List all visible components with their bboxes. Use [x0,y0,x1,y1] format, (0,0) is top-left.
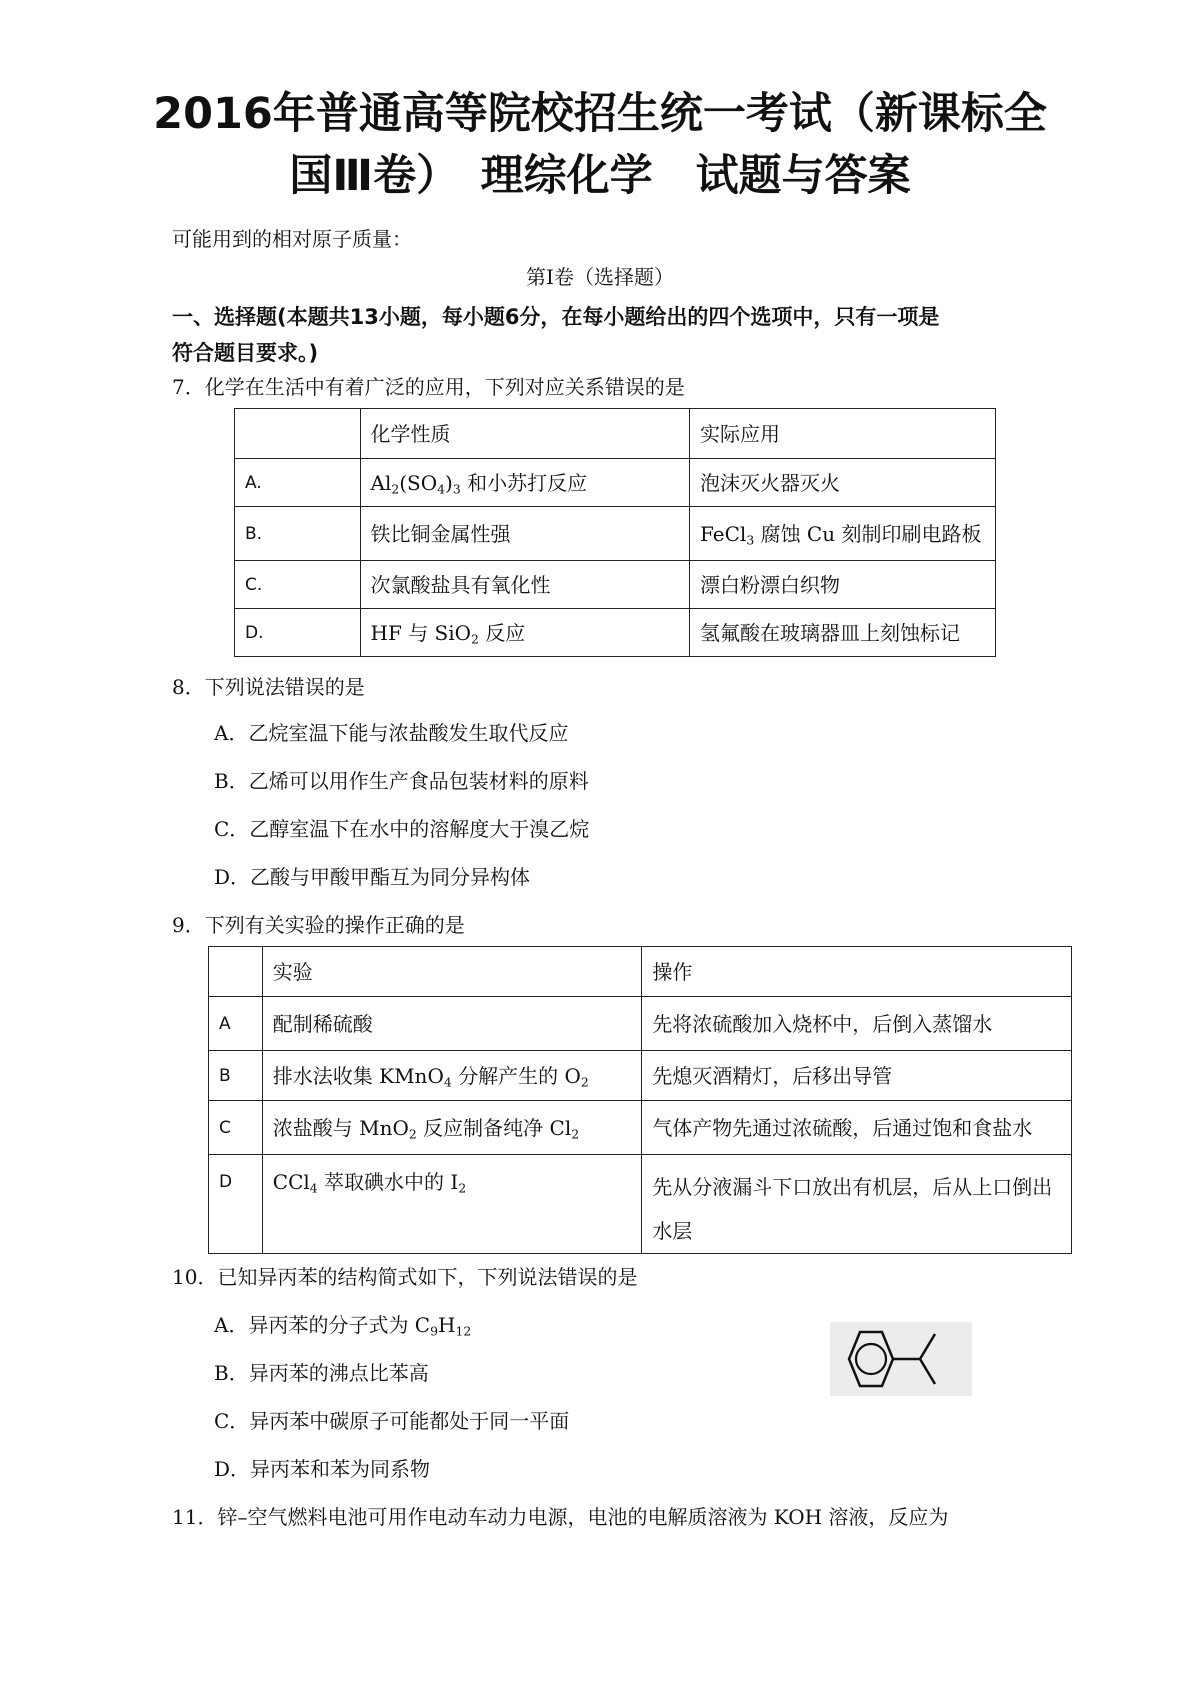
document-title-line-2: 国Ⅲ卷） 理综化学 试题与答案 [289,151,911,201]
property-cell: $Al_2(SO_4)_3$ 和小苏打反应 [360,459,689,507]
header-cell: 操作 [642,947,1072,997]
row-label: C. [235,561,361,609]
document-title-line-1: 2016年普通高等院校招生统一考试（新课标全 [153,89,1047,139]
row-label: C [209,1101,263,1155]
table-row [235,609,996,657]
property-cell: 次氯酸盐具有氧化性 [360,561,689,609]
table-header-row [209,947,1072,997]
question-9-stem: 9．下列有关实验的操作正确的是 [172,913,465,937]
property-cell: HF 与 SiO$_2$ 反应 [360,609,689,657]
operation-cell: 先从分液漏斗下口放出有机层，后从上口倒出水层 [642,1155,1072,1254]
question-10-option-c: C．异丙苯中碳原子可能都处于同一平面 [214,1409,570,1433]
section-heading-line-1: 一、选择题(本题共13小题，每小题6分，在每小题给出的四个选项中，只有一项是 [172,305,940,329]
experiment-cell: CCl$_4$ 萃取碘水中的 $I_2$ [262,1155,642,1254]
header-cell: 实际应用 [690,409,996,459]
question-7-table [234,408,996,657]
row-label: D [209,1155,263,1254]
header-cell [209,947,263,997]
header-cell: 实验 [262,947,642,997]
table-row [235,507,996,561]
table-row [209,1155,1072,1254]
question-8-stem: 8．下列说法错误的是 [172,675,365,699]
question-10-option-a: A．异丙苯的分子式为 $C_9H_{12}$ [214,1313,472,1339]
application-cell: 氢氟酸在玻璃器皿上刻蚀标记 [690,609,996,657]
row-label: A. [235,459,361,507]
table-row [209,997,1072,1051]
question-10-option-d: D．异丙苯和苯为同系物 [214,1457,431,1481]
row-label: D. [235,609,361,657]
row-label: B. [235,507,361,561]
question-9-table [208,946,1072,1254]
operation-cell: 气体产物先通过浓硫酸，后通过饱和食盐水 [642,1101,1072,1155]
table-row [209,1101,1072,1155]
section-heading-line-2: 符合题目要求。) [172,341,319,365]
header-cell [235,409,361,459]
part-heading: 第Ⅰ卷（选择题） [526,265,674,289]
application-cell: 漂白粉漂白织物 [690,561,996,609]
experiment-cell: 浓盐酸与 MnO$_2$ 反应制备纯净 $Cl_2$ [262,1101,642,1155]
isopropylbenzene-structure-image [830,1322,972,1396]
operation-cell: 先熄灭酒精灯，后移出导管 [642,1051,1072,1101]
question-8-option-b: B．乙烯可以用作生产食品包装材料的原料 [214,769,589,793]
question-8-option-c: C．乙醇室温下在水中的溶解度大于溴乙烷 [214,817,590,841]
table-row [235,561,996,609]
table-row [209,1051,1072,1101]
table-row [235,459,996,507]
application-cell: FeCl$_3$ 腐蚀 Cu 刻制印刷电路板 [690,507,996,561]
question-8-option-d: D．乙酸与甲酸甲酯互为同分异构体 [214,865,531,889]
header-cell: 化学性质 [360,409,689,459]
row-label: A [209,997,263,1051]
experiment-cell: 排水法收集 KMnO$_4$ 分解产生的 $O_2$ [262,1051,642,1101]
question-11-stem: 11．锌–空气燃料电池可用作电动车动力电源，电池的电解质溶液为 KOH 溶液，反应为 [172,1505,949,1529]
application-cell: 泡沫灭火器灭火 [690,459,996,507]
table-header-row [235,409,996,459]
atomic-mass-note: 可能用到的相对原子质量： [172,227,412,251]
operation-cell: 先将浓硫酸加入烧杯中，后倒入蒸馏水 [642,997,1072,1051]
question-8-option-a: A．乙烷室温下能与浓盐酸发生取代反应 [214,721,569,745]
row-label: B [209,1051,263,1101]
experiment-cell: 配制稀硫酸 [262,997,642,1051]
question-10-stem: 10．已知异丙苯的结构简式如下，下列说法错误的是 [172,1265,638,1289]
question-7-stem: 7．化学在生活中有着广泛的应用，下列对应关系错误的是 [172,375,685,399]
question-10-option-b: B．异丙苯的沸点比苯高 [214,1361,429,1385]
property-cell: 铁比铜金属性强 [360,507,689,561]
